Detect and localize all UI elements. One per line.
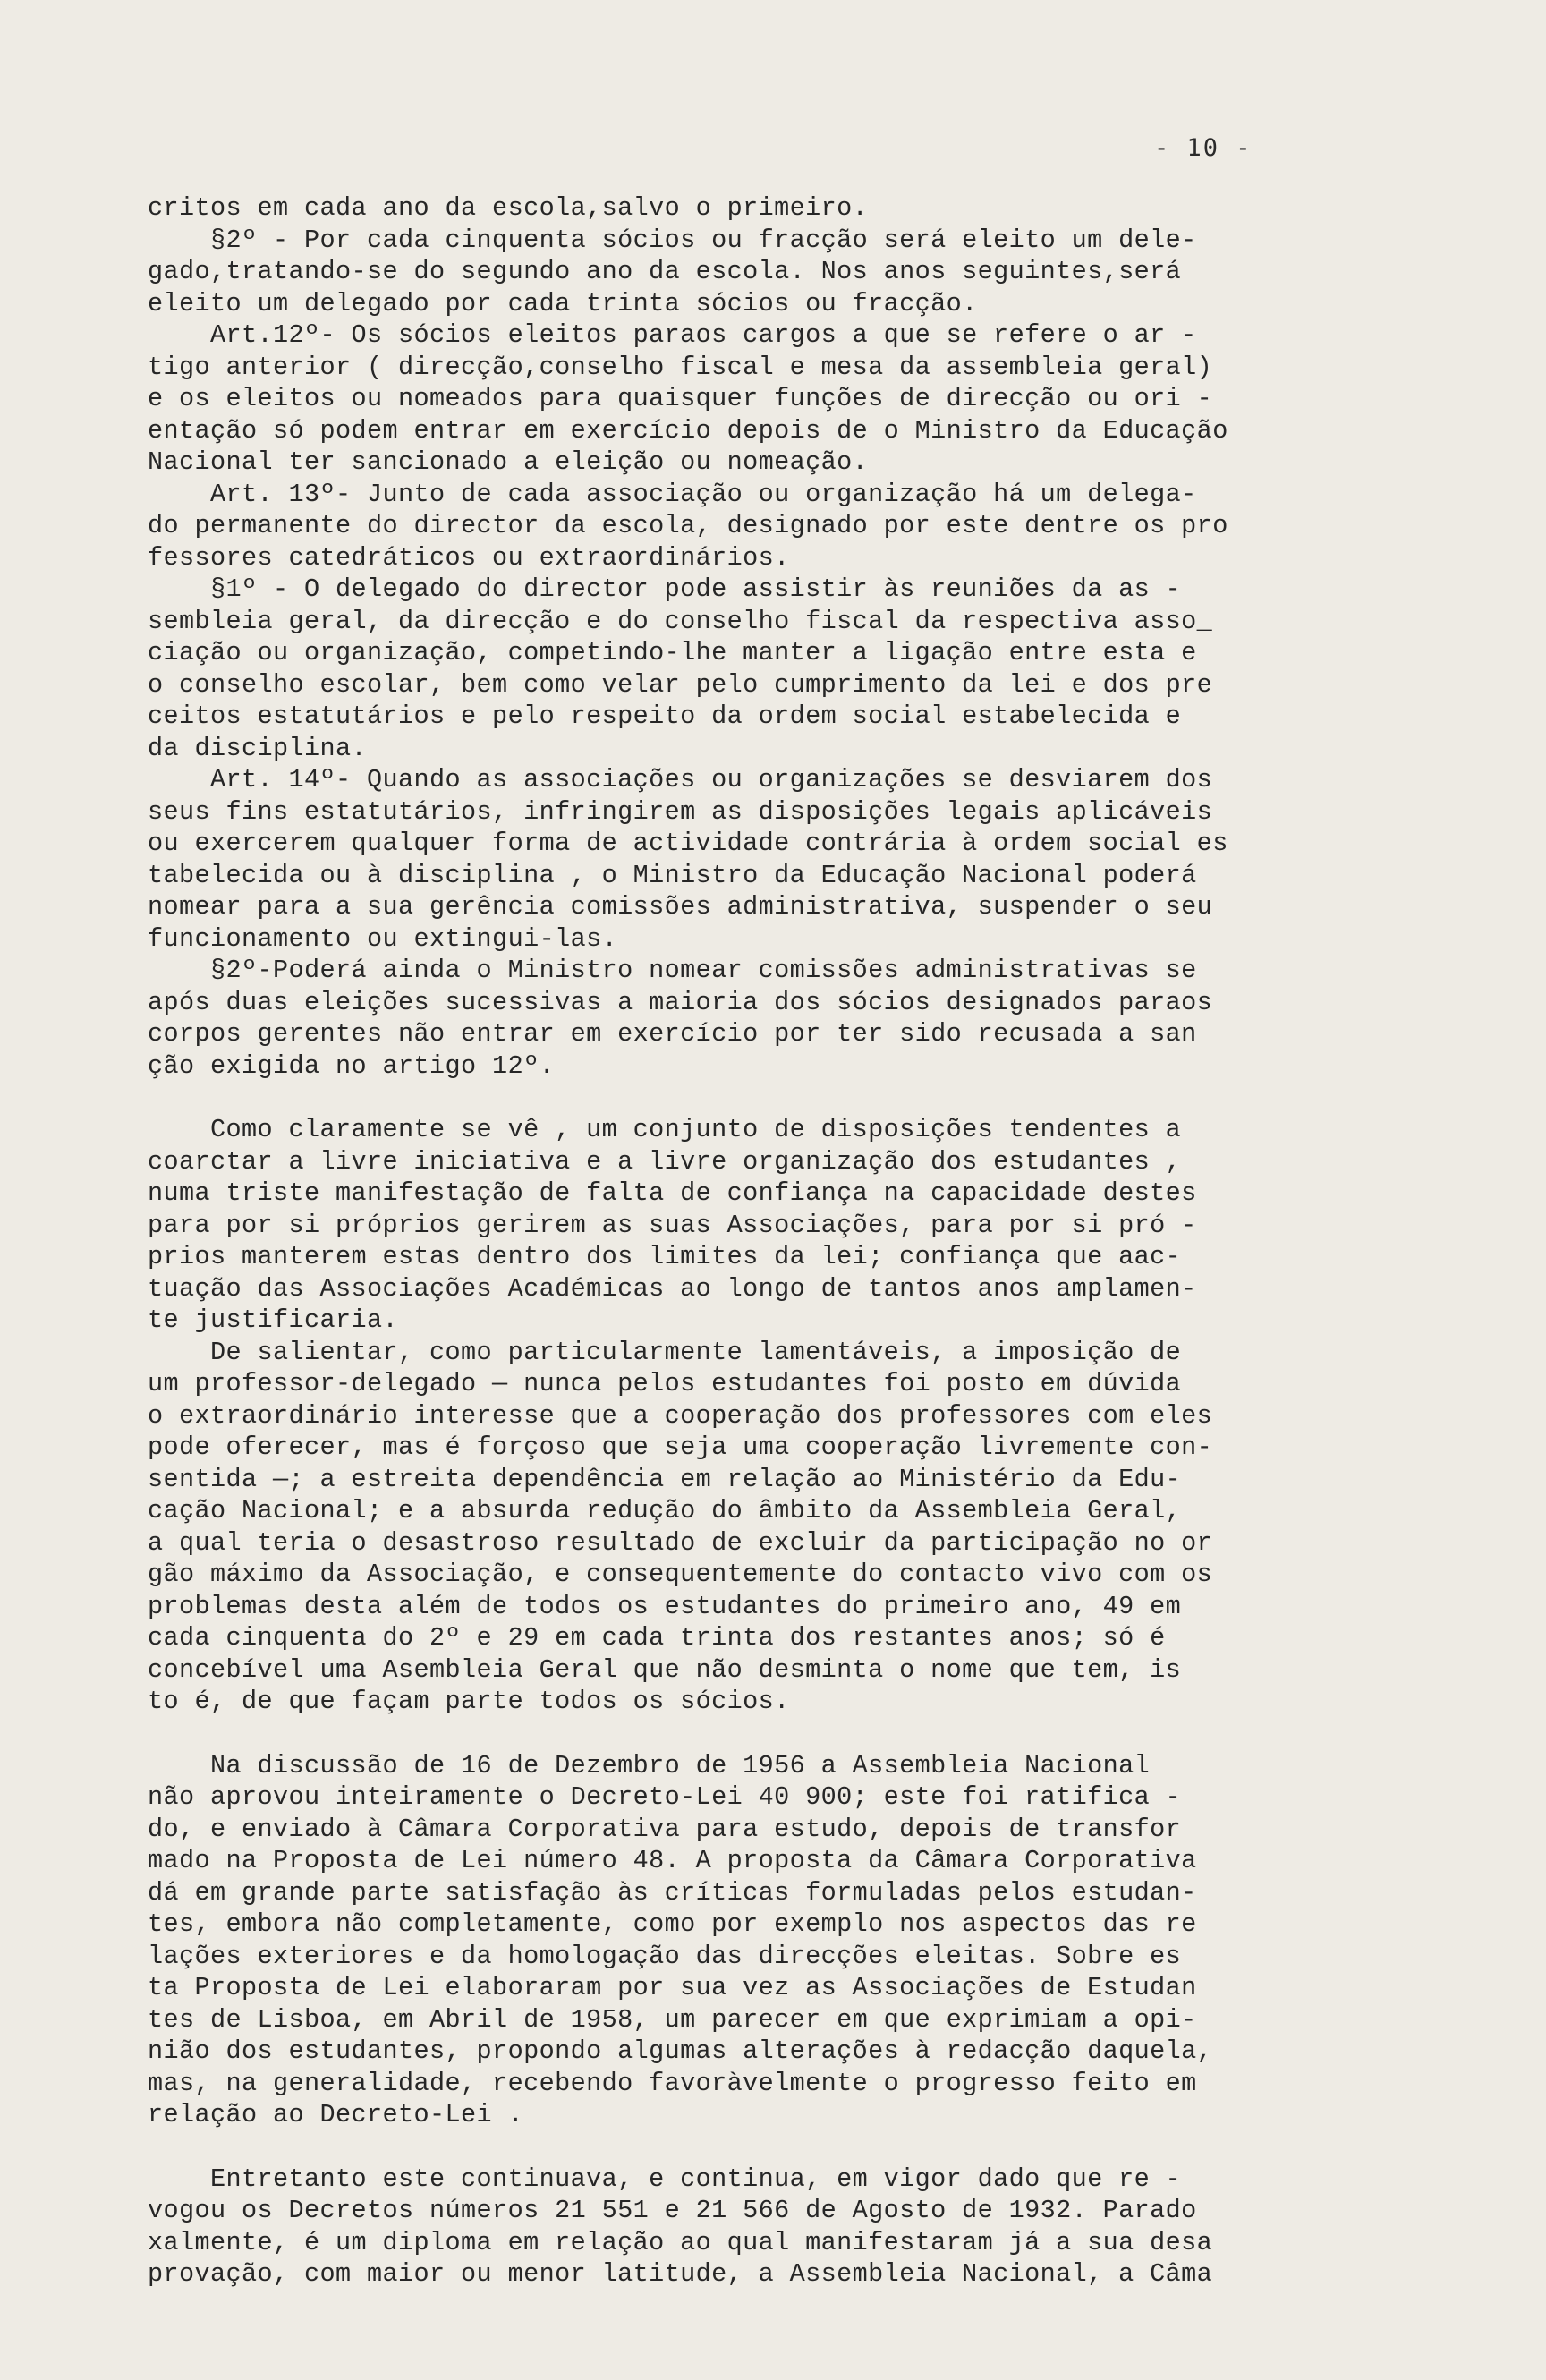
text-line: funcionamento ou extingui-las. — [148, 923, 618, 954]
text-line: vogou os Decretos números 21 551 e 21 566 de Agosto de 1932. Parado — [148, 2196, 1197, 2225]
text-line: fessores catedráticos ou extraordinários. — [148, 542, 790, 573]
text-line: lações exteriores e da homologação das direcções eleitas. Sobre es — [148, 1941, 1182, 1971]
text-line: o conselho escolar, bem como velar pelo cumprimento da lei e dos pre — [148, 669, 1213, 700]
text-line: pode oferecer, mas é forçoso que seja uma cooperação livremente con- — [148, 1432, 1213, 1462]
text-line: Na discussão de 16 de Dezembro de 1956 a Assembleia Nacional — [148, 1750, 1151, 1781]
text-line: te justificaria. — [148, 1305, 399, 1335]
text-line: concebível uma Asembleia Geral que não desminta o nome que tem, is — [148, 1654, 1182, 1685]
text-line: tabelecida ou à disciplina , o Ministro da Educação Nacional poderá — [148, 860, 1197, 890]
text-line: critos em cada ano da escola,salvo o primeiro. — [148, 193, 869, 223]
text-line: entação só podem entrar em exercício depois de o Ministro da Educação — [148, 415, 1228, 446]
text-line: ciação ou organização, competindo-lhe manter a ligação entre esta e — [148, 638, 1197, 667]
text-line: to é, de que façam parte todos os sócios. — [148, 1687, 790, 1716]
text-line: ceitos estatutários e pelo respeito da ordem social estabelecida e — [148, 701, 1182, 731]
text-line: ou exercerem qualquer forma de actividade contrária à ordem social es — [148, 829, 1228, 858]
text-line: Como claramente se vê , um conjunto de disposições tendentes a — [148, 1115, 1182, 1144]
text-line: seus fins estatutários, infringirem as disposições legais aplicáveis — [148, 796, 1213, 827]
text-line: prios manterem estas dentro dos limites da lei; confiança que aac- — [148, 1242, 1182, 1271]
text-line: §2º - Por cada cinquenta sócios ou fracção será eleito um dele- — [148, 225, 1197, 255]
text-line: relação ao Decreto-Lei . — [148, 2100, 524, 2129]
text-line: coarctar a livre iniciativa e a livre organização dos estudantes , — [148, 1146, 1182, 1177]
text-line: cada cinquenta do 2º e 29 em cada trinta dos restantes anos; só é — [148, 1623, 1166, 1653]
text-line: Entretanto este continuava, e continua, em vigor dado que re - — [148, 2163, 1182, 2194]
document-body — [148, 192, 1364, 2291]
text-line: nomear para a sua gerência comissões administrativa, suspender o seu — [148, 892, 1213, 922]
text-line: problemas desta além de todos os estudantes do primeiro ano, 49 em — [148, 1591, 1182, 1621]
text-line: gado,tratando-se do segundo ano da escola. Nos anos seguintes,será — [148, 257, 1182, 286]
text-line: provação, com maior ou menor latitude, a Assembleia Nacional, a Câma — [148, 2259, 1213, 2289]
text-line: a qual teria o desastroso resultado de excluir da participação no or — [148, 1527, 1213, 1558]
page-number: - 10 - — [1154, 134, 1253, 162]
text-line: tes de Lisboa, em Abril de 1958, um parecer em que exprimiam a opi- — [148, 2004, 1197, 2035]
text-line: tuação das Associações Académicas ao longo de tantos anos amplamen- — [148, 1273, 1197, 1304]
text-line: Nacional ter sancionado a eleição ou nomeação. — [148, 447, 869, 477]
paragraph-gap — [148, 2131, 1364, 2163]
text-line: tigo anterior ( direcção,conselho fiscal e mesa da assembleia geral) — [148, 352, 1213, 382]
text-line: do permanente do director da escola, designado por este dentre os pro — [148, 511, 1228, 540]
text-line: não aprovou inteiramente o Decreto-Lei 40 900; este foi ratifica - — [148, 1782, 1182, 1812]
paragraph — [148, 1750, 1364, 2131]
text-line: mas, na generalidade, recebendo favoràvelmente o progresso feito em — [148, 2068, 1197, 2098]
text-line: gão máximo da Associação, e consequentemente do contacto vivo com os — [148, 1560, 1213, 1589]
paragraph-gap — [148, 1082, 1364, 1114]
text-line: De salientar, como particularmente lamentáveis, a imposição de — [148, 1337, 1182, 1367]
text-line: cação Nacional; e a absurda redução do âmbito da Assembleia Geral, — [148, 1496, 1182, 1526]
text-line: corpos gerentes não entrar em exercício por ter sido recusada a san — [148, 1019, 1197, 1049]
text-line: o extraordinário interesse que a cooperação dos professores com eles — [148, 1400, 1213, 1431]
text-line: um professor-delegado — nunca pelos estudantes foi posto em dúvida — [148, 1369, 1182, 1398]
text-line: numa triste manifestação de falta de confiança na capacidade destes — [148, 1178, 1197, 1208]
text-line: Art. 13º- Junto de cada associação ou organização há um delega- — [148, 479, 1197, 509]
text-line: ta Proposta de Lei elaboraram por sua vez as Associações de Estudan — [148, 1973, 1197, 2002]
text-line: ção exigida no artigo 12º. — [148, 1050, 556, 1081]
text-line: xalmente, é um diploma em relação ao qual manifestaram já a sua desa — [148, 2227, 1213, 2257]
text-line: §1º - O delegado do director pode assistir às reuniões da as - — [148, 574, 1182, 604]
text-line: Art.12º- Os sócios eleitos paraos cargos a que se refere o ar - — [148, 320, 1197, 350]
text-line: sembleia geral, da direcção e do conselho fiscal da respectiva asso_ — [148, 606, 1213, 636]
text-line: tes, embora não completamente, como por exemplo nos aspectos das re — [148, 1909, 1197, 1939]
text-line: sentida —; a estreita dependência em relação ao Ministério da Edu- — [148, 1464, 1182, 1494]
paragraph — [148, 192, 1364, 1082]
text-line: eleito um delegado por cada trinta sócios ou fracção. — [148, 288, 978, 319]
text-line: e os eleitos ou nomeados para quaisquer funções de direcção ou ori - — [148, 384, 1213, 413]
text-line: §2º-Poderá ainda o Ministro nomear comissões administrativas se — [148, 956, 1197, 985]
text-line: após duas eleições sucessivas a maioria dos sócios designados paraos — [148, 987, 1213, 1017]
text-line: Art. 14º- Quando as associações ou organizações se desviarem dos — [148, 765, 1213, 795]
paragraph — [148, 2163, 1364, 2291]
text-line: para por si próprios gerirem as suas Associações, para por si pró - — [148, 1210, 1197, 1240]
paragraph-gap — [148, 1718, 1364, 1750]
text-line: nião dos estudantes, propondo algumas alterações à redacção daquela, — [148, 2036, 1213, 2066]
text-line: dá em grande parte satisfação às críticas formuladas pelos estudan- — [148, 1877, 1197, 1908]
text-line: da disciplina. — [148, 733, 368, 763]
text-line: do, e enviado à Câmara Corporativa para estudo, depois de transfor — [148, 1814, 1182, 1844]
text-line: mado na Proposta de Lei número 48. A proposta da Câmara Corporativa — [148, 1846, 1197, 1875]
paragraph — [148, 1114, 1364, 1718]
